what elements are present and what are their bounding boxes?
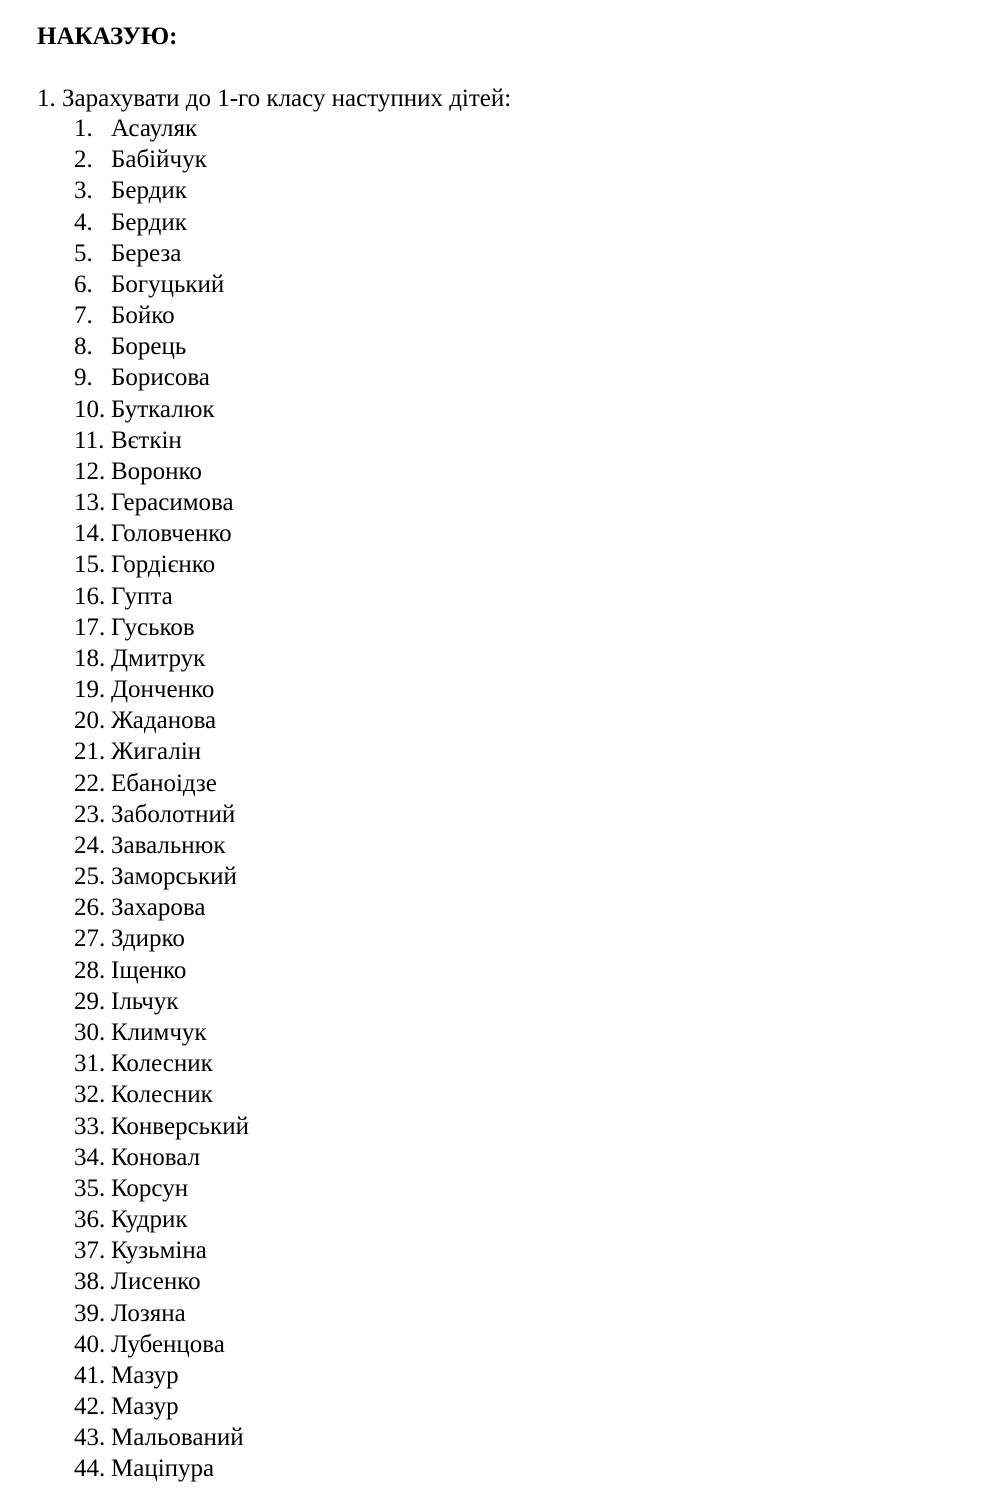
list-item-surname: Борисова — [111, 364, 210, 392]
list-item-number: 25. — [74, 863, 106, 891]
list-item-surname: Береза — [111, 239, 182, 267]
list-item-number: 32. — [74, 1081, 106, 1109]
list-item-number: 30. — [74, 1018, 106, 1046]
list-item-surname: Климчук — [111, 1018, 207, 1046]
list-item — [74, 238, 249, 269]
list-item-surname: Кузьміна — [111, 1237, 207, 1265]
list-item — [74, 144, 249, 175]
list-item-surname: Головченко — [111, 520, 232, 548]
list-item-number: 1. — [74, 115, 93, 142]
list-item-surname: Жаданова — [111, 707, 217, 735]
list-item — [74, 113, 249, 144]
list-item — [74, 518, 249, 549]
list-item — [74, 456, 249, 487]
list-item — [74, 892, 249, 923]
list-item-number: 31. — [74, 1050, 106, 1078]
list-item-surname: Жигалін — [111, 738, 202, 766]
list-item — [74, 1017, 249, 1048]
list-item-surname: Герасимова — [111, 489, 234, 517]
list-item-number: 27. — [74, 925, 106, 953]
list-item — [74, 549, 249, 580]
list-item-surname: Дмитрук — [111, 644, 206, 672]
list-item-number: 36. — [74, 1206, 106, 1234]
list-item-number: 2. — [74, 146, 93, 174]
list-item-number: 35. — [74, 1174, 106, 1202]
list-item-number: 33. — [74, 1112, 106, 1140]
list-item-surname: Бабійчук — [111, 146, 207, 174]
clause-number: 1. — [37, 85, 56, 112]
list-item — [74, 394, 249, 425]
list-item-number: 6. — [74, 270, 93, 298]
list-item — [74, 300, 249, 331]
list-item-number: 44. — [74, 1455, 106, 1483]
list-item-surname: Іщенко — [111, 956, 187, 984]
list-item-number: 12. — [74, 457, 106, 485]
list-item-number: 3. — [74, 177, 93, 205]
list-item-number: 29. — [74, 987, 106, 1015]
list-item-number: 21. — [74, 738, 106, 766]
list-item-surname: Асауляк — [111, 115, 198, 142]
list-item — [74, 674, 249, 705]
list-item — [74, 1391, 249, 1422]
list-item — [74, 487, 249, 518]
list-item-number: 11. — [74, 426, 105, 454]
list-item-surname: Заморський — [111, 863, 237, 891]
list-item-surname: Колесник — [111, 1050, 213, 1078]
list-item — [74, 736, 249, 767]
list-item — [74, 175, 249, 206]
order-heading: НАКАЗУЮ: — [37, 23, 178, 50]
list-item — [74, 643, 249, 674]
list-item-surname: Бойко — [111, 302, 175, 330]
list-item — [74, 612, 249, 643]
list-item-surname: Конверський — [111, 1112, 249, 1140]
list-item-surname: Завальнюк — [111, 831, 226, 859]
list-item-number: 41. — [74, 1361, 106, 1389]
list-item-number: 7. — [74, 302, 93, 330]
list-item — [74, 1142, 249, 1173]
list-item-number: 28. — [74, 956, 106, 984]
list-item-number: 42. — [74, 1393, 106, 1421]
list-item-surname: Ебаноідзе — [111, 769, 217, 797]
list-item-number: 4. — [74, 208, 93, 236]
list-item-surname: Мальований — [111, 1424, 244, 1452]
list-item — [74, 1360, 249, 1391]
list-item — [74, 269, 249, 300]
list-item-number: 18. — [74, 644, 106, 672]
list-item-number: 26. — [74, 894, 106, 922]
list-item-surname: Заболотний — [111, 800, 236, 828]
list-item — [74, 1422, 249, 1453]
list-item-surname: Колесник — [111, 1081, 213, 1109]
list-item-number: 43. — [74, 1424, 106, 1452]
clause-text: Зарахувати до 1-го класу наступних дітей: — [62, 85, 512, 112]
list-item-surname: Воронко — [111, 457, 202, 485]
list-item-surname: Богуцький — [111, 270, 225, 298]
list-item-surname: Гупта — [111, 582, 173, 610]
list-item-number: 16. — [74, 582, 106, 610]
list-item-number: 40. — [74, 1330, 106, 1358]
list-item-surname: Борець — [111, 333, 187, 361]
list-item — [74, 1329, 249, 1360]
list-item-surname: Буткалюк — [111, 395, 215, 423]
list-item-surname: Мазур — [111, 1361, 179, 1389]
list-item — [74, 331, 249, 362]
list-item-surname: Ільчук — [111, 987, 179, 1015]
list-item — [74, 1204, 249, 1235]
list-item-surname: Гордієнко — [111, 551, 216, 579]
list-item-surname: Вєткін — [111, 426, 182, 454]
list-item-surname: Мазур — [111, 1393, 179, 1421]
list-item — [74, 1173, 249, 1204]
list-item-surname: Корсун — [111, 1174, 189, 1202]
list-item — [74, 207, 249, 238]
list-item — [74, 1111, 249, 1142]
list-item — [74, 861, 249, 892]
list-item — [74, 1298, 249, 1329]
list-item — [74, 955, 249, 986]
list-item — [74, 799, 249, 830]
list-item-surname: Маціпура — [111, 1455, 215, 1483]
list-item — [74, 705, 249, 736]
list-item-number: 22. — [74, 769, 106, 797]
list-item-surname: Лозяна — [111, 1299, 186, 1327]
list-item — [74, 1453, 249, 1484]
list-item-number: 19. — [74, 676, 106, 704]
list-item — [74, 362, 249, 393]
list-item-number: 34. — [74, 1143, 106, 1171]
list-item-surname: Коновал — [111, 1143, 201, 1171]
list-item-surname: Захарова — [111, 894, 206, 922]
clause-1 — [37, 82, 511, 116]
list-item — [74, 425, 249, 456]
list-item-surname: Гуськов — [111, 613, 195, 641]
list-item-surname: Бердик — [111, 177, 187, 205]
list-item-surname: Донченко — [111, 676, 215, 704]
children-list — [74, 113, 249, 1485]
list-item — [74, 923, 249, 954]
list-item-surname: Кудрик — [111, 1206, 188, 1234]
list-item-number: 8. — [74, 333, 93, 361]
list-item-number: 10. — [74, 395, 106, 423]
list-item-surname: Лисенко — [111, 1268, 201, 1296]
list-item — [74, 581, 249, 612]
list-item — [74, 1235, 249, 1266]
list-item-number: 39. — [74, 1299, 106, 1327]
list-item-number: 15. — [74, 551, 106, 579]
list-item-number: 38. — [74, 1268, 106, 1296]
list-item — [74, 1048, 249, 1079]
list-item-number: 17. — [74, 613, 106, 641]
list-item-surname: Здирко — [111, 925, 185, 953]
list-item — [74, 1266, 249, 1297]
list-item — [74, 986, 249, 1017]
list-item-number: 13. — [74, 489, 106, 517]
list-item — [74, 830, 249, 861]
list-item-number: 37. — [74, 1237, 106, 1265]
list-item-number: 23. — [74, 800, 106, 828]
list-item-surname: Бердик — [111, 208, 187, 236]
list-item-number: 5. — [74, 239, 93, 267]
list-item-number: 20. — [74, 707, 106, 735]
list-item-surname: Лубенцова — [111, 1330, 225, 1358]
list-item — [74, 1079, 249, 1110]
list-item — [74, 768, 249, 799]
list-item-number: 24. — [74, 831, 106, 859]
list-item-number: 14. — [74, 520, 106, 548]
list-item-number: 9. — [74, 364, 93, 392]
